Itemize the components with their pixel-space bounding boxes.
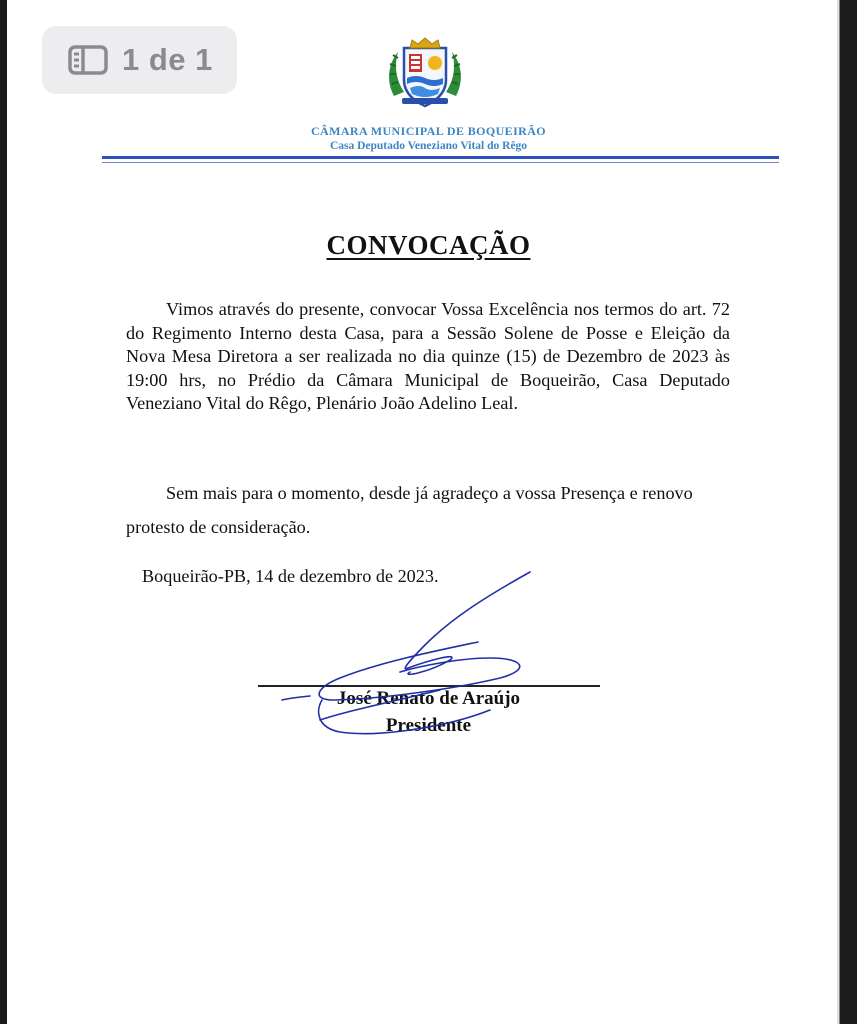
- header-divider: [102, 156, 779, 159]
- institution-name: CÂMARA MUNICIPAL DE BOQUEIRÃO: [310, 124, 547, 138]
- sidebar-icon: [68, 45, 108, 75]
- header-divider-thin: [102, 162, 779, 163]
- page-indicator-label: 1 de 1: [122, 42, 213, 77]
- handwritten-signature: [260, 560, 560, 750]
- body-paragraph-2: Sem mais para o momento, desde já agradeço a vossa Presença e renovo protesto de consideração.: [126, 483, 693, 537]
- page-indicator-button[interactable]: [42, 26, 237, 94]
- viewer-left-edge: [0, 0, 7, 1024]
- institution-subtitle: Casa Deputado Veneziano Vital do Rêgo: [329, 140, 528, 152]
- place-and-date: Boqueirão-PB, 14 de dezembro de 2023.: [142, 566, 439, 586]
- municipal-crest-icon: [384, 36, 466, 110]
- document-title: CONVOCAÇÃO: [326, 230, 531, 260]
- body-paragraph-1: Vimos através do presente, convocar Vossa Excelência nos termos do art. 72 do Regimento Interno desta Casa, para a Sessão Solene de Posse e Eleição da Nova Mesa Diretora a ser realizada no dia quinze (15) de Dezembro de 2023 às 19:00 hrs, no Prédio da Câmara Municipal de Boqueirão, Casa Deputado Veneziano Vital do Rêgo, Plenário João Adelino Leal.: [126, 299, 730, 413]
- viewer-right-edge: [837, 0, 857, 1024]
- signer-name: José Renato de Araújo: [336, 688, 521, 709]
- signer-role: Presidente: [385, 715, 472, 736]
